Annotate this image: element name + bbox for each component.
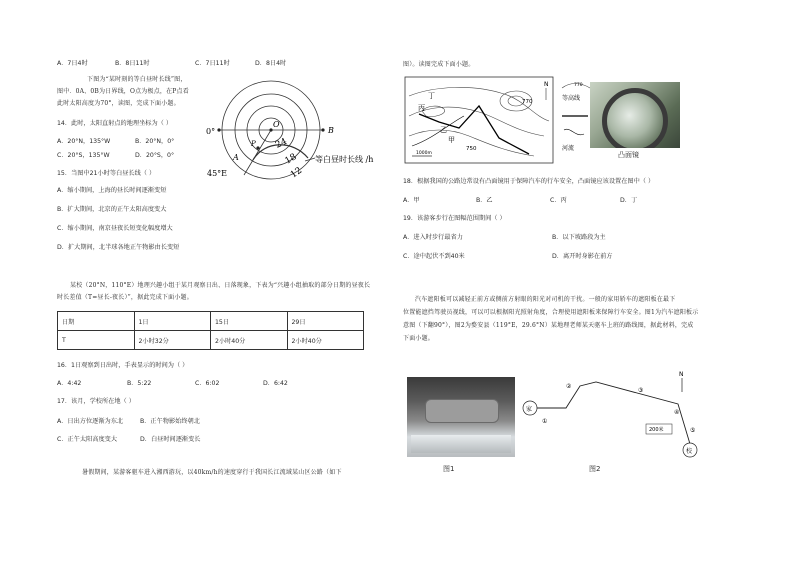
- p-point: [256, 146, 259, 149]
- table-cell: T: [58, 331, 135, 350]
- route-home: 家: [526, 406, 533, 413]
- q16-option-b: B．5:22: [127, 380, 152, 387]
- table-cell: 2小时40分: [211, 331, 288, 350]
- route-seg-3: ③: [638, 387, 644, 394]
- q17-stem: 17．该月，学校所在地（ ）: [57, 398, 135, 405]
- legend-770: 770: [574, 83, 583, 88]
- map-bing: 丙: [418, 104, 425, 112]
- q13-option-a: A．7日4时: [57, 60, 88, 67]
- table-cell: 2小时40分: [287, 331, 364, 350]
- q15-option-c: C．缩小期间，南京昼夜长短变化幅度增大: [57, 225, 173, 232]
- q16-option-c: C．6:02: [195, 380, 220, 387]
- q18-option-c: C．丙: [550, 197, 567, 204]
- q18-option-b: B．乙: [476, 197, 493, 204]
- q17-option-a: A．日出方位逐渐为东北: [57, 418, 124, 425]
- footer-intro: 暑假期间，某游客驱车进入湘西游玩，以40km/h的速度穿行于我国长江流域某山区公路（如下: [82, 469, 342, 476]
- sun-visor-photo: [407, 377, 515, 457]
- intro2-line-2: 时长差值（T=昼长-夜长）”，据此完成下面小题。: [57, 294, 193, 301]
- q14-option-d: D．20°S，0°: [135, 152, 175, 159]
- map-north: N: [544, 81, 549, 88]
- route-north: N: [679, 371, 684, 378]
- map-yi: 乙: [440, 126, 447, 134]
- contour-map: [404, 76, 554, 164]
- q18-option-a: A．甲: [403, 197, 420, 204]
- q18-stem: 18．根据我国的公路边常设有凸面镜用于保障汽车的行车安全，凸面镜应该设置在图中（ ）: [403, 178, 655, 185]
- map-contour-770: 770: [522, 99, 533, 105]
- q19-stem: 19．该游客步行在图幅范围期间（ ）: [403, 215, 506, 222]
- intro-line-2: 图中．0A、0B为日界线，O点为极点，在P点看: [57, 88, 189, 95]
- convex-mirror-photo: [590, 82, 680, 148]
- route-school: 校: [686, 448, 693, 455]
- q17-option-c: C．正午太阳高度变大: [57, 436, 118, 443]
- legend-contour: 等高线: [562, 95, 581, 102]
- fig2-caption: 图2: [589, 465, 601, 473]
- label-24: 24: [274, 136, 289, 151]
- legend-river: 河流: [562, 145, 575, 152]
- q19-option-a: A．进入时步行最省力: [403, 234, 463, 241]
- q15-option-a: A．缩小期间，上海的昼长时间逐渐变短: [57, 187, 167, 194]
- intro-line-1: 下图为“某时刻的等白昼时长线”图，: [87, 76, 187, 83]
- q15-option-b: B．扩大期间，北京的正午太阳高度变大: [57, 206, 167, 213]
- label-18: 18: [283, 152, 299, 167]
- route-seg-2: ②: [566, 383, 572, 390]
- q16-stem: 16．1日观察到日出时，手表显示的时间为（ ）: [57, 362, 189, 369]
- q14-option-a: A．20°N，135°W: [57, 138, 111, 145]
- route-scale: 200米: [649, 427, 664, 433]
- table-row: [58, 331, 364, 350]
- q15-option-d: D．扩大期间，北半球各地正午物影由长变短: [57, 244, 180, 251]
- label-12: 12: [288, 165, 305, 181]
- q14-option-b: B．20°N，0°: [135, 138, 175, 145]
- q13-option-c: C．7日11时: [195, 60, 230, 67]
- table-cell: 日期: [58, 312, 135, 331]
- map-contour-750: 750: [466, 146, 477, 152]
- label-o: O: [273, 120, 280, 129]
- polar-daylength-diagram: [205, 78, 395, 188]
- intro-line-3: 此时太阳高度为70°，读图，完成下面小题。: [57, 100, 180, 107]
- mirror-shape: [602, 88, 668, 148]
- q14-stem: 14．此时，太阳直射点的地理坐标为（ ）: [57, 120, 173, 127]
- q19-option-c: C．途中起伏不到40米: [403, 253, 465, 260]
- label-zero: 0°: [206, 127, 216, 136]
- intro3-line-1: 汽车遮阳板可以减轻正前方或侧前方射眼的阳光对司机的干扰。一般的家用轿车的遮阳板在最下: [415, 296, 676, 303]
- legend-daylength: 等白昼时长线 /h: [315, 155, 374, 164]
- fig1-caption: 图1: [443, 465, 455, 473]
- label-lon: 45°E: [207, 169, 228, 178]
- route-line: [536, 382, 690, 444]
- label-p: P: [251, 140, 256, 148]
- table-cell: 29日: [287, 312, 364, 331]
- label-a: A: [233, 153, 239, 162]
- map-ding: 丁: [428, 92, 435, 100]
- q16-option-a: A．4:42: [57, 380, 82, 387]
- q18-option-d: D．丁: [620, 197, 638, 204]
- table-cell: 1日: [134, 312, 211, 331]
- q19-option-d: D．离开时身影在前方: [552, 253, 613, 260]
- q13-option-d: D．8日4时: [255, 60, 287, 67]
- map-scale: 1000m: [416, 151, 432, 156]
- route-seg-1: ①: [542, 418, 548, 425]
- q14-option-c: C．20°S，135°W: [57, 152, 110, 159]
- intro2-line-1: 某校（20°N，110°E）地理兴趣小组于某月观察日出、日落现象，下表为“兴趣小组抽取的部分日期的昼夜长: [70, 282, 371, 289]
- q16-option-d: D．6:42: [263, 380, 288, 387]
- table-cell: 15日: [211, 312, 288, 331]
- intro3-line-3: 意图（下翻90°），图2为婺安县（119°E，29.6°N）某地理老师某天驱车上班的路线图，据此材料，完成: [403, 322, 694, 329]
- q17-option-d: D．白昼时间逐渐变长: [140, 436, 201, 443]
- q13-option-b: B．8日11时: [115, 60, 150, 67]
- table-cell: 2小时32分: [134, 331, 211, 350]
- q17-option-b: B．正午物影始终朝北: [140, 418, 200, 425]
- intro3-line-4: 下面小题。: [403, 335, 435, 342]
- route-map: [518, 368, 718, 468]
- mirror-caption: 凸面镜: [618, 151, 639, 159]
- q19-option-b: B．以下坡路段为主: [552, 234, 606, 241]
- right-top-line: 图）。读图完成下面小题。: [403, 61, 475, 68]
- label-b: B: [328, 126, 334, 135]
- q15-stem: 15．当图中21小时等白昼长线（ ）: [57, 170, 156, 177]
- map-jia: 甲: [448, 136, 455, 144]
- route-seg-4: ④: [674, 409, 680, 416]
- visor-shape: [425, 399, 499, 423]
- route-seg-5: ⑤: [690, 427, 696, 434]
- table-header-row: [58, 312, 364, 331]
- daylength-table: [57, 311, 364, 350]
- intro3-line-2: 位置能遮挡驾驶员视线，可以可以根据阳光照射角度，合理使用遮阳板来保障行车安全。图1为汽车遮阳板示: [403, 309, 699, 316]
